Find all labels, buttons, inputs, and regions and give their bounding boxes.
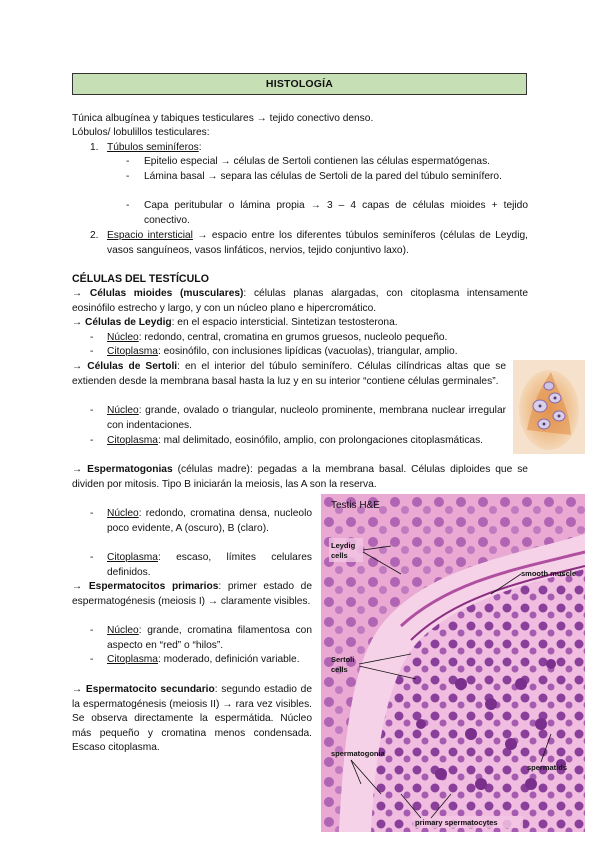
intro-line-1: Túnica albugínea y tabiques testiculares → tejido conectivo denso. — [72, 113, 374, 124]
list-item-2-text: → espacio entre los diferentes túbulos seminíferos (células de Leydig, vasos sanguíneos, vasos linfáticos, nervios, tejido conjuntivo laxo). — [107, 230, 528, 256]
label-smooth-muscle: smooth muscle — [521, 569, 577, 578]
sertoli-text: : en el interior del túbulo seminífero. Células cilíndricas altas que se extienden desde la membrana basal hasta la luz y en su interior “contiene células germinales”. — [72, 361, 506, 387]
primarios-text: : primer estado de espermatogénesis (meiosis I) → claramente visibles. — [72, 581, 312, 607]
bullet-dash: - — [126, 156, 130, 167]
list-subitem: Capa peritubular o lámina propia → 3 – 4 capas de células mioides + tejido conectivo. — [144, 200, 528, 226]
leydig-cito-text: : eosinófilo, con inclusiones lipídicas (vacuolas), triangular, amplio. — [157, 346, 458, 357]
espermatogonias-label: → Espermatogonias — [72, 464, 173, 475]
espermatogonias-nucleo-label: Núcleo — [107, 508, 139, 519]
label-leydig: Leydig — [331, 541, 356, 550]
leydig-paragraph — [72, 316, 528, 331]
sertoli-label: → Células de Sertoli — [72, 361, 178, 372]
mioides-label: → Células mioides (musculares) — [72, 288, 244, 299]
sertoli-cito-label: Citoplasma — [107, 435, 158, 446]
sertoli-nucleo-text: : grande, ovalado o triangular, nucleolo prominente, membrana nuclear irregular con indentaciones. — [107, 405, 506, 431]
bullet-dash: - — [90, 654, 94, 665]
leydig-nucleo — [107, 331, 528, 346]
list-item-1-heading — [107, 141, 202, 156]
leydig-cito-label: Citoplasma — [107, 346, 158, 357]
label-sertoli-cells: cells — [331, 665, 348, 674]
primarios-nucleo-label: Núcleo — [107, 625, 139, 636]
label-sertoli: Sertoli — [331, 655, 355, 664]
testis-he-micrograph — [321, 494, 585, 832]
primarios-cito — [107, 653, 312, 668]
bullet-dash: - — [90, 625, 94, 636]
label-spermatids: spermatids — [527, 763, 568, 772]
primarios-cito-label: Citoplasma — [107, 654, 158, 665]
espermatogonias-cito-label: Citoplasma — [107, 552, 158, 563]
sertoli-cito — [107, 434, 506, 449]
leydig-nucleo-text: : redondo, central, cromatina en grumos gruesos, nucleolo pequeño. — [138, 332, 448, 343]
secundario-paragraph — [72, 683, 312, 756]
sertoli-nucleo-label: Núcleo — [107, 405, 139, 416]
espermatogonias-cito-text: : escaso, límites celulares definidos. — [107, 552, 312, 578]
label-leydig-cells: cells — [331, 551, 348, 560]
list-item-2 — [107, 229, 528, 258]
leydig-nucleo-label: Núcleo — [107, 332, 139, 343]
sertoli-cell-micrograph — [513, 360, 585, 454]
bullet-dash: - — [90, 552, 94, 563]
espermatogonias-cito — [107, 551, 312, 580]
primarios-nucleo-text: : grande, cromatina filamentosa con aspecto en “red” o “hilos”. — [107, 625, 312, 651]
sertoli-cito-text: : mal delimitado, eosinófilo, amplio, con prolongaciones citoplasmáticas. — [157, 435, 484, 446]
figure-title: Testis H&E — [331, 500, 380, 511]
list-subitem: Lámina basal → separa las células de Sertoli de la pared del túbulo seminífero. — [144, 171, 502, 182]
list-item-2-label: Espacio intersticial — [107, 230, 193, 241]
sertoli-paragraph — [72, 360, 506, 389]
primarios-label: → Espermatocitos primarios — [72, 581, 219, 592]
bullet-dash: - — [90, 346, 94, 357]
primarios-nucleo — [107, 624, 312, 653]
mioides-text: : células planas alargadas, con citoplasma intensamente eosinófilo estrecho y largo, y con un núcleo plano e hipercromático. — [72, 288, 529, 314]
leydig-text: : en el espacio intersticial. Sintetizan testosterona. — [171, 317, 398, 328]
page-title: HISTOLOGÍA — [72, 73, 527, 95]
leydig-label: → Células de Leydig — [72, 317, 172, 328]
secundario-text: : segundo estadio de la espermatogénesis (meiosis II) → rara vez visibles. Se observa directamente la espermátida. Núcleo más pequeño y cromatina menos condensada. Escaso citoplasma. — [72, 684, 313, 754]
bullet-dash: - — [126, 171, 130, 182]
list-item-1-label: Túbulos seminíferos — [107, 142, 199, 153]
bullet-dash: - — [90, 332, 94, 343]
secundario-label: → Espermatocito secundario — [72, 684, 215, 695]
label-spermatogonia: spermatogonia — [331, 749, 385, 758]
bullet-dash: - — [90, 405, 94, 416]
leydig-cito — [107, 345, 528, 360]
bullet-dash: - — [90, 435, 94, 446]
list-item-1-suffix: : — [198, 142, 202, 153]
bullet-dash: - — [90, 508, 94, 519]
list-number-2: 2. — [90, 230, 99, 241]
mioides-paragraph — [72, 287, 528, 316]
list-subitem: Epitelio especial → células de Sertoli contienen las células espermatógenas. — [144, 156, 491, 167]
list-number-1: 1. — [90, 142, 99, 153]
section-title: CÉLULAS DEL TESTÍCULO — [72, 273, 209, 285]
intro-line-2: Lóbulos/ lobulillos testiculares: — [72, 127, 210, 138]
espermatogonias-nucleo — [107, 507, 312, 536]
espermatogonias-nucleo-text: : redondo, cromatina densa, nucleolo poco evidente, A (oscuro), B (claro). — [107, 508, 312, 534]
espermatogonias-text: (células madre): pegadas a la membrana basal. Células diploides que se dividen por mitosis. Tipo B iniciarán la meiosis, las A son la reserva. — [72, 464, 528, 490]
bullet-dash: - — [126, 200, 130, 211]
primarios-cito-text: : moderado, definición variable. — [157, 654, 300, 665]
espermatogonias-paragraph — [72, 463, 528, 492]
label-primary-spermatocytes: primary spermatocytes — [415, 818, 498, 827]
sertoli-nucleo — [107, 404, 506, 433]
primarios-paragraph — [72, 580, 312, 609]
